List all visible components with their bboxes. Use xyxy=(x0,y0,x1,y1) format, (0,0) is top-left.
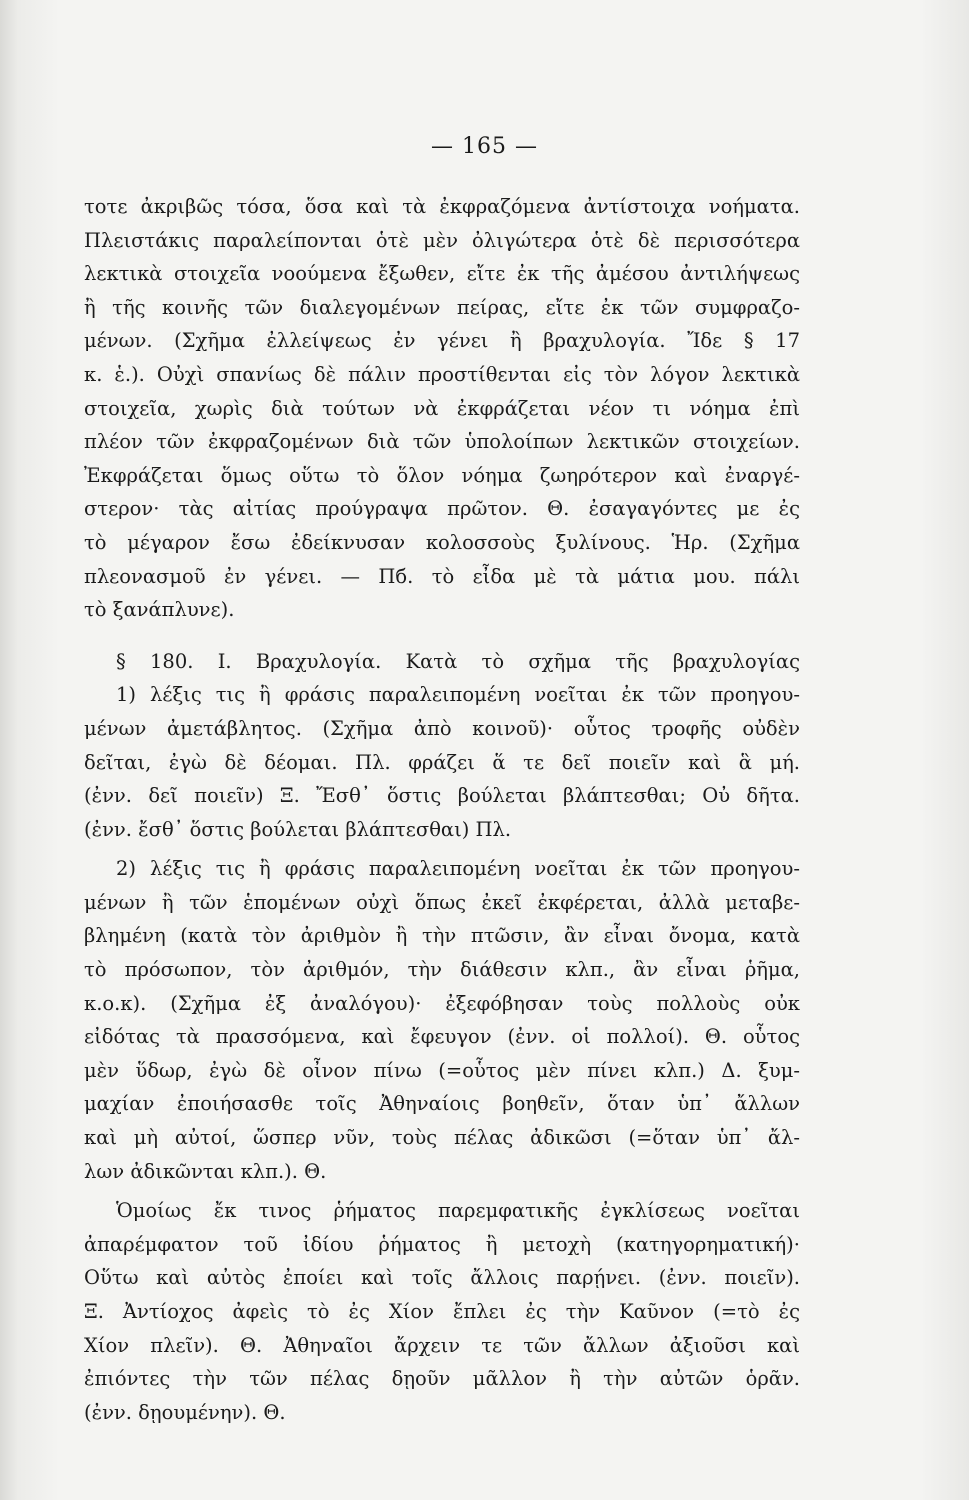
text-line: ἢ τῆς κοινῆς τῶν διαλεγομένων πείρας, εἴτε ἐκ τῶν συμφραζο- xyxy=(84,295,800,319)
text-line: Ξ. Ἀντίοχος ἀφεὶς τὸ ἐς Χίον ἔπλει ἐς τὴν Καῦνον (=τὸ ἐς xyxy=(84,1300,800,1323)
paragraph-4 xyxy=(84,1194,800,1429)
text-line: στερον· τὰς αἰτίας προύγραψα πρῶτον. Θ. ἐσαγαγόντες με ἐς xyxy=(84,497,800,521)
text-line: στοιχεῖα, χωρὶς διὰ τούτων νὰ ἐκφράζεται νέον τι νόημα ἐπὶ xyxy=(84,396,800,420)
page-number: — 165 — xyxy=(431,134,538,159)
text-line: μένων. (Σχῆμα ἐλλείψεως ἐν γένει ἢ βραχυλογία. Ἴδε § 17 xyxy=(84,329,800,353)
text-line: μὲν ὕδωρ, ἐγὼ δὲ οἶνον πίνω (=οὗτος μὲν πίνει κλπ.) Δ. ξυμ- xyxy=(84,1058,800,1082)
text-line: Πλειστάκις παραλείπονται ὁτὲ μὲν ὀλιγώτερα ὁτὲ δὲ περισσότερα xyxy=(84,228,800,252)
text-line: πλέον τῶν ἐκφραζομένων διὰ τῶν ὑπολοίπων λεκτικῶν στοιχείων. xyxy=(84,430,800,454)
body-text xyxy=(84,190,800,1429)
paragraph-1 xyxy=(84,190,800,627)
text-line: Ὁμοίως ἔκ τινος ῥήματος παρεμφατικῆς ἐγκλίσεως νοεῖται xyxy=(116,1199,800,1223)
text-line: πλεονασμοῦ ἐν γένει. — Πб. τὸ εἶδα μὲ τὰ μάτια μου. πάλι xyxy=(84,564,800,588)
paragraph-3 xyxy=(84,852,800,1188)
text-line: Οὕτω καὶ αὐτὸς ἐποίει καὶ τοῖς ἄλλοις παρῄνει. (ἐνν. ποιεῖν). xyxy=(84,1266,800,1290)
text-line: Χίον πλεῖν). Θ. Ἀθηναῖοι ἄρχειν τε τῶν ἄλλων ἀξιοῦσι καὶ xyxy=(84,1333,800,1357)
text-line: κ. ἑ.). Οὐχὶ σπανίως δὲ πάλιν προστίθενται εἰς τὸν λόγον λεκτικὰ xyxy=(84,362,800,386)
text-line: ἐπιόντες τὴν τῶν πέλας δῃοῦν μᾶλλον ἢ τὴν αὐτῶν ὁρᾶν. xyxy=(84,1367,800,1391)
text-line: τὸ μέγαρον ἔσω ἐδείκνυσαν κολοσσοὺς ξυλίνους. Ἡρ. (Σχῆμα xyxy=(84,530,800,554)
text-line: (ἐνν. ἔσθ᾽ ὅστις βούλεται βλάπτεσθαι) Πλ. xyxy=(84,817,512,841)
text-line: κ.ο.κ). (Σχῆμα ἐξ ἀναλόγου)· ἐξεφόβησαν τοὺς πολλοὺς οὐκ xyxy=(84,991,800,1015)
text-line: (ἐνν. δῃουμένην). Θ. xyxy=(84,1400,286,1424)
text-line: λεκτικὰ στοιχεῖα νοούμενα ἔξωθεν, εἴτε ἐκ τῆς ἀμέσου ἀντιλήψεως xyxy=(84,262,800,286)
text-line: βλημένη (κατὰ τὸν ἀριθμὸν ἢ τὴν πτῶσιν, ἂν εἶναι ὄνομα, κατὰ xyxy=(84,924,800,948)
section-heading-line: § 180. I. Βραχυλογία. Κατὰ τὸ σχῆμα τῆς βραχυλογίας xyxy=(116,649,800,673)
text-line: μένων ἀμετάβλητος. (Σχῆμα ἀπὸ κοινοῦ)· οὗτος τροφῆς οὐδὲν xyxy=(84,716,800,740)
text-line: δεῖται, ἐγὼ δὲ δέομαι. Πλ. φράζει ἅ τε δεῖ ποιεῖν καὶ ἃ μή. xyxy=(84,750,800,774)
text-line: μαχίαν ἐποιήσασθε τοῖς Ἀθηναίοις βοηθεῖν, ὅταν ὑπ᾽ ἄλλων xyxy=(84,1092,800,1116)
text-line: καὶ μὴ αὐτοί, ὥσπερ νῦν, τοὺς πέλας ἀδικῶσι (=ὅταν ὑπ᾽ ἄλ- xyxy=(84,1126,800,1150)
section-180 xyxy=(84,645,800,847)
text-line: Ἐκφράζεται ὅμως οὕτω τὸ ὅλον νόημα ζωηρότερον καὶ ἐναργέ- xyxy=(84,463,800,487)
text-line: 2) λέξις τις ἢ φράσις παραλειπομένη νοεῖται ἐκ τῶν προηγου- xyxy=(116,857,800,881)
text-line: εἰδότας τὰ πρασσόμενα, καὶ ἔφευγον (ἐνν. οἱ πολλοί). Θ. οὗτος xyxy=(84,1025,800,1049)
text-line: (ἐνν. δεῖ ποιεῖν) Ξ. Ἔσθ᾽ ὅστις βούλεται βλάπτεσθαι; Οὐ δῆτα. xyxy=(84,784,800,808)
text-line: τοτε ἀκριβῶς τόσα, ὅσα καὶ τὰ ἐκφραζόμενα ἀντίστοιχα νοήματα. xyxy=(84,195,800,218)
text-line: ἀπαρέμφατον τοῦ ἰδίου ῥήματος ἢ μετοχὴ (κατηγορηματική)· xyxy=(84,1232,800,1256)
text-line: 1) λέξις τις ἢ φράσις παραλειπομένη νοεῖται ἐκ τῶν προηγου- xyxy=(116,683,800,707)
text-line: μένων ἢ τῶν ἑπομένων οὐχὶ ὅπως ἐκεῖ ἐκφέρεται, ἀλλὰ μεταβε- xyxy=(84,890,800,914)
text-line: τὸ πρόσωπον, τὸν ἀριθμόν, τὴν διάθεσιν κλπ., ἂν εἶναι ῥῆμα, xyxy=(84,958,800,982)
text-line: λων ἀδικῶνται κλπ.). Θ. xyxy=(84,1159,327,1183)
text-line: τὸ ξανάπλυνε). xyxy=(84,598,235,622)
